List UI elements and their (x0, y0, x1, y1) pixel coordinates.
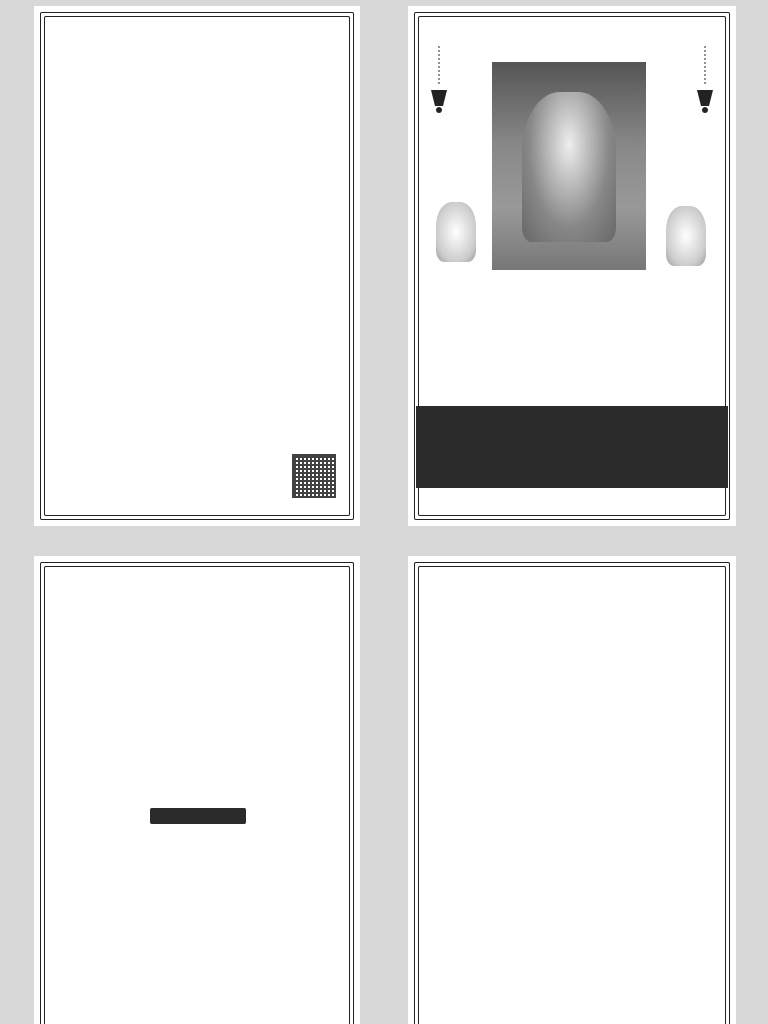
panel-border-inner (44, 16, 350, 516)
invitation-panel (34, 556, 360, 1024)
panel-border (414, 562, 730, 1024)
panel-border-inner (44, 566, 350, 1024)
cover-panel (408, 6, 736, 526)
notes-section (52, 16, 344, 22)
goddess-idol-photo (492, 62, 646, 270)
program-heading (150, 808, 246, 824)
hanging-lamp-icon (694, 46, 716, 116)
guru-image (666, 206, 706, 266)
notes-panel (34, 6, 360, 526)
panel-border-inner (418, 566, 726, 1024)
trust-details (52, 438, 344, 440)
qr-code-icon (292, 454, 336, 498)
panel-border (40, 562, 354, 1024)
schedule-panel (408, 556, 736, 1024)
ganesha-image (436, 202, 476, 262)
hanging-lamp-icon (428, 46, 450, 116)
panel-border (40, 12, 354, 520)
festival-title-band (416, 406, 728, 488)
